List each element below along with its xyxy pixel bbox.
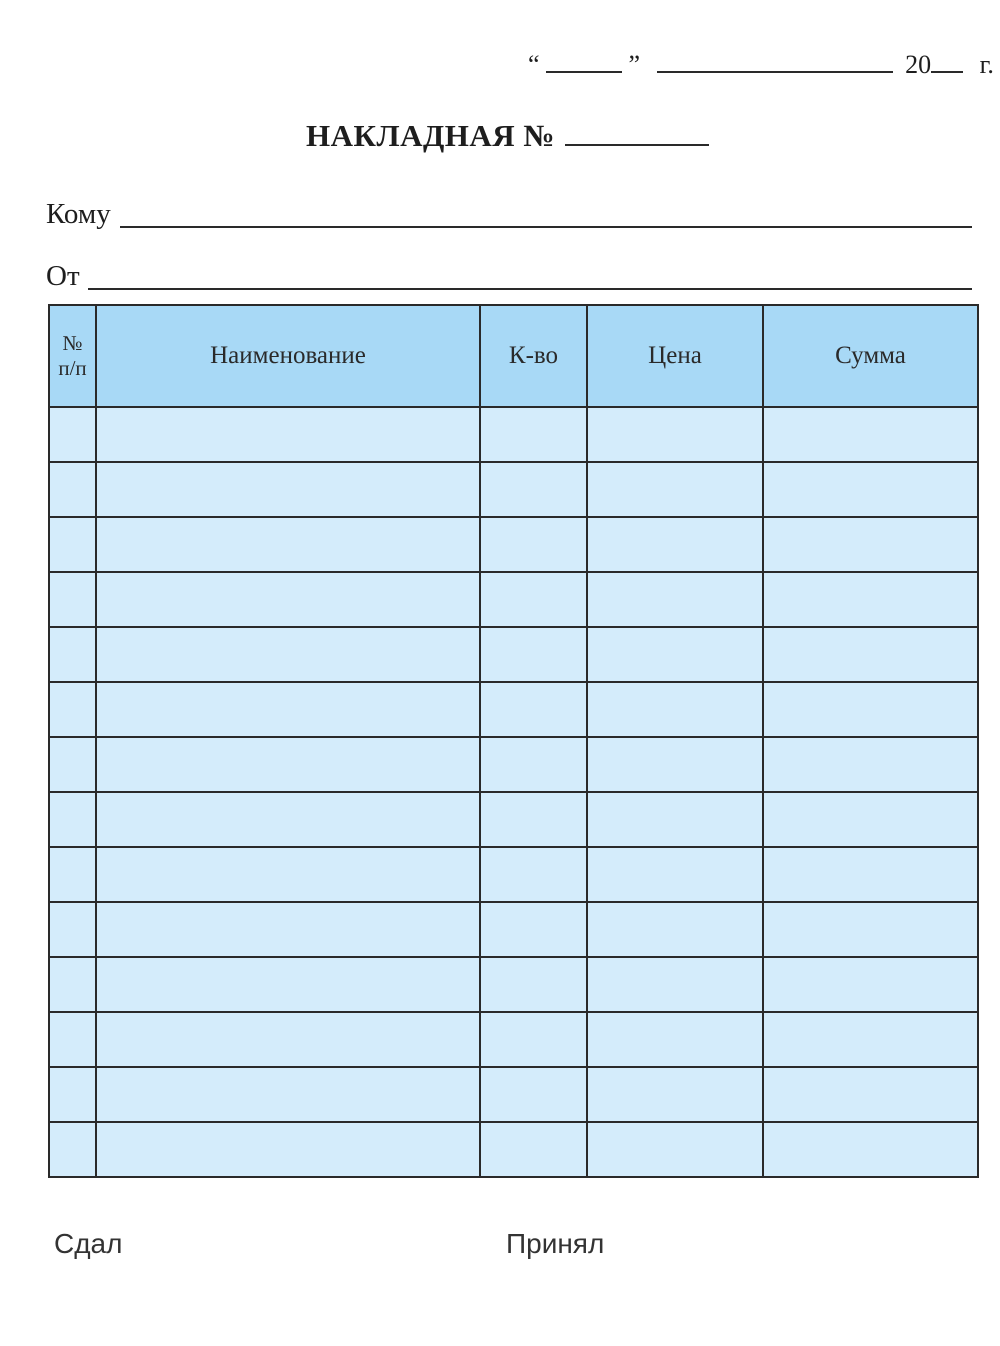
cell-price[interactable] — [587, 627, 763, 682]
header-amount: Сумма — [763, 305, 978, 407]
cell-amount[interactable] — [763, 1067, 978, 1122]
cell-price[interactable] — [587, 682, 763, 737]
cell-price[interactable] — [587, 1012, 763, 1067]
table-row — [49, 462, 978, 517]
cell-amount[interactable] — [763, 572, 978, 627]
year-suffix: г. — [979, 50, 994, 79]
cell-quantity[interactable] — [480, 682, 587, 737]
cell-amount[interactable] — [763, 792, 978, 847]
cell-amount[interactable] — [763, 517, 978, 572]
cell-name[interactable] — [96, 1122, 480, 1177]
cell-amount[interactable] — [763, 847, 978, 902]
cell-number[interactable] — [49, 462, 96, 517]
table-row — [49, 407, 978, 462]
cell-number[interactable] — [49, 902, 96, 957]
cell-number[interactable] — [49, 1067, 96, 1122]
cell-number[interactable] — [49, 407, 96, 462]
cell-price[interactable] — [587, 517, 763, 572]
table-row — [49, 1122, 978, 1177]
table-row — [49, 902, 978, 957]
cell-quantity[interactable] — [480, 957, 587, 1012]
cell-price[interactable] — [587, 902, 763, 957]
header-price: Цена — [587, 305, 763, 407]
cell-amount[interactable] — [763, 407, 978, 462]
cell-price[interactable] — [587, 737, 763, 792]
cell-quantity[interactable] — [480, 1067, 587, 1122]
cell-quantity[interactable] — [480, 737, 587, 792]
cell-quantity[interactable] — [480, 462, 587, 517]
cell-name[interactable] — [96, 682, 480, 737]
cell-amount[interactable] — [763, 682, 978, 737]
cell-number[interactable] — [49, 1122, 96, 1177]
cell-number[interactable] — [49, 847, 96, 902]
cell-number[interactable] — [49, 517, 96, 572]
from-field — [46, 260, 80, 293]
invoice-number-blank[interactable] — [565, 122, 709, 146]
cell-name[interactable] — [96, 737, 480, 792]
table-row — [49, 847, 978, 902]
cell-quantity[interactable] — [480, 572, 587, 627]
table-body — [49, 407, 978, 1177]
cell-price[interactable] — [587, 407, 763, 462]
header-number — [49, 305, 96, 407]
cell-price[interactable] — [587, 1122, 763, 1177]
invoice-table — [48, 304, 979, 1178]
cell-amount[interactable] — [763, 902, 978, 957]
cell-number[interactable] — [49, 627, 96, 682]
cell-name[interactable] — [96, 407, 480, 462]
cell-number[interactable] — [49, 792, 96, 847]
table-row — [49, 1067, 978, 1122]
cell-amount[interactable] — [763, 957, 978, 1012]
cell-quantity[interactable] — [480, 902, 587, 957]
cell-name[interactable] — [96, 627, 480, 682]
from-field-line[interactable] — [88, 286, 972, 290]
cell-amount[interactable] — [763, 737, 978, 792]
year-blank[interactable] — [931, 53, 963, 73]
table-row — [49, 517, 978, 572]
cell-number[interactable] — [49, 1012, 96, 1067]
cell-quantity[interactable] — [480, 627, 587, 682]
cell-price[interactable] — [587, 572, 763, 627]
cell-name[interactable] — [96, 847, 480, 902]
cell-amount[interactable] — [763, 1012, 978, 1067]
date-close-quote: ” — [628, 50, 641, 79]
cell-amount[interactable] — [763, 1122, 978, 1177]
signature-handed-over: Сдал — [54, 1228, 123, 1259]
to-label: Кому — [46, 198, 111, 230]
from-label: От — [46, 260, 80, 292]
signature-received: Принял — [506, 1228, 605, 1259]
date-line — [528, 50, 994, 80]
year-prefix: 20 — [905, 50, 932, 79]
cell-price[interactable] — [587, 957, 763, 1012]
cell-price[interactable] — [587, 847, 763, 902]
month-blank[interactable] — [657, 53, 893, 73]
table-row — [49, 572, 978, 627]
cell-quantity[interactable] — [480, 407, 587, 462]
header-number-line1: № — [62, 331, 83, 355]
cell-name[interactable] — [96, 902, 480, 957]
cell-amount[interactable] — [763, 462, 978, 517]
cell-quantity[interactable] — [480, 847, 587, 902]
cell-quantity[interactable] — [480, 1012, 587, 1067]
cell-name[interactable] — [96, 1067, 480, 1122]
table-row — [49, 792, 978, 847]
cell-number[interactable] — [49, 957, 96, 1012]
table-row — [49, 1012, 978, 1067]
cell-name[interactable] — [96, 1012, 480, 1067]
cell-name[interactable] — [96, 517, 480, 572]
cell-name[interactable] — [96, 792, 480, 847]
to-field — [46, 198, 111, 231]
header-name: Наименование — [96, 305, 480, 407]
header-quantity: К-во — [480, 305, 587, 407]
cell-quantity[interactable] — [480, 517, 587, 572]
table-row — [49, 627, 978, 682]
cell-quantity[interactable] — [480, 1122, 587, 1177]
cell-price[interactable] — [587, 462, 763, 517]
to-field-line[interactable] — [120, 224, 972, 228]
cell-price[interactable] — [587, 792, 763, 847]
cell-name[interactable] — [96, 572, 480, 627]
cell-amount[interactable] — [763, 627, 978, 682]
cell-number[interactable] — [49, 682, 96, 737]
cell-price[interactable] — [587, 1067, 763, 1122]
table-row — [49, 682, 978, 737]
header-number-line2: п/п — [58, 356, 87, 380]
table-header-row — [49, 305, 978, 407]
date-open-quote: “ — [528, 50, 540, 79]
table-row — [49, 957, 978, 1012]
cell-number[interactable] — [49, 737, 96, 792]
cell-quantity[interactable] — [480, 792, 587, 847]
invoice-title-text: НАКЛАДНАЯ № — [306, 118, 556, 153]
cell-name[interactable] — [96, 462, 480, 517]
table-row — [49, 737, 978, 792]
cell-name[interactable] — [96, 957, 480, 1012]
invoice-title — [306, 118, 709, 154]
day-blank[interactable] — [546, 53, 622, 73]
cell-number[interactable] — [49, 572, 96, 627]
